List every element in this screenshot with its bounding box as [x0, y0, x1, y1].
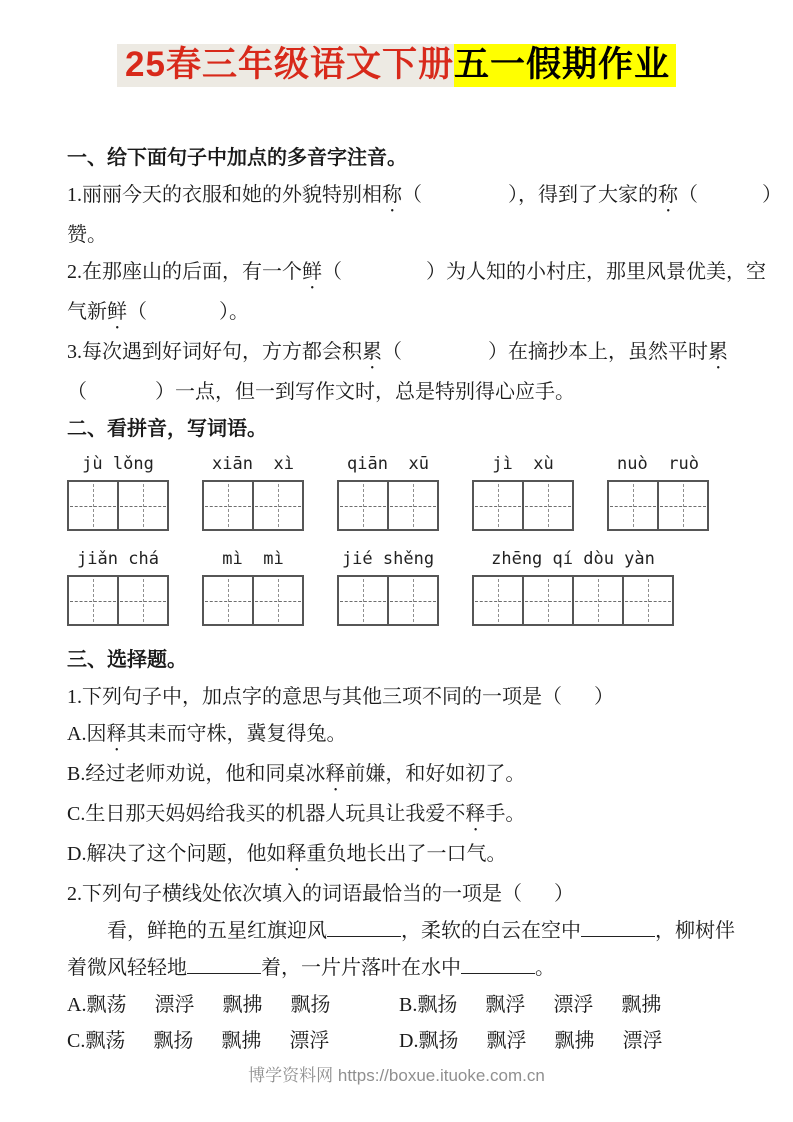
text-run: ）	[554, 883, 574, 905]
emphasized-char: 累	[708, 341, 728, 363]
pinyin-row	[67, 545, 738, 575]
writing-grid	[337, 480, 439, 531]
text-run: （	[402, 184, 422, 206]
emphasized-char: 累	[362, 341, 382, 363]
text-run: 1.下列句子中，加点字的意思与其他三项不同的一项是（	[67, 686, 562, 708]
worksheet-content	[67, 140, 782, 1059]
pinyin-label: qiān xū	[347, 454, 429, 474]
emphasized-char: 鲜	[107, 301, 127, 323]
emphasized-char: 释	[465, 803, 486, 825]
text-run: 看，鲜艳的五星红旗迎风	[67, 920, 327, 942]
text-line	[67, 796, 738, 836]
grid-cell	[474, 577, 522, 624]
option-word: 飘扬	[418, 1030, 459, 1052]
text-run: C.生日那天妈妈给我买的机器人玩具让我爱不	[67, 803, 466, 825]
text-run: ）。	[219, 301, 249, 323]
section2-heading: 二、看拼音，写词语。	[67, 418, 267, 440]
text-run: （	[322, 261, 342, 283]
text-run: 着微风轻轻地	[67, 957, 187, 979]
blank-underline	[187, 957, 261, 974]
text-line	[67, 913, 738, 950]
emphasized-char: 释	[286, 843, 307, 865]
pinyin-label: jiǎn chá	[77, 549, 159, 569]
option-word: 飘浮	[486, 1030, 527, 1052]
option-word: 飘拂	[621, 994, 662, 1016]
pinyin-label: jié shěng	[341, 549, 435, 569]
text-line	[67, 217, 738, 254]
page-title	[0, 0, 793, 88]
grid-cell	[117, 482, 167, 529]
grid-cell	[339, 482, 387, 529]
text-run: D.解决了这个问题，他如	[67, 843, 287, 865]
option-b-label: B.	[399, 994, 418, 1016]
grid-cell	[572, 577, 622, 624]
text-run: ）在摘抄本上，虽然平时	[488, 341, 708, 363]
section3-heading: 三、选择题。	[67, 649, 187, 671]
pinyin-label: xiān xì	[212, 454, 294, 474]
text-line	[67, 679, 738, 716]
text-run: ）	[762, 184, 782, 206]
text-run: 赞。	[67, 224, 107, 246]
q2-option-grid	[67, 987, 738, 1059]
grid-cell	[339, 577, 387, 624]
text-line	[67, 254, 766, 294]
emphasized-char: 称	[658, 184, 678, 206]
section3-q2	[67, 876, 738, 987]
grid-cell	[609, 482, 657, 529]
option-word: 飘扬	[417, 994, 458, 1016]
option-word: 漂浮	[622, 1030, 663, 1052]
text-run: 2.下列句子横线处依次填入的词语最恰当的一项是（	[67, 883, 522, 905]
footer-watermark: 博学资料网 https://boxue.ituoke.com.cn	[248, 1066, 545, 1085]
option-word: 飘扬	[153, 1030, 194, 1052]
text-run: ）为人知的小村庄，那里风景优美，空	[426, 261, 766, 283]
text-run: B.经过老师劝说，他和同桌冰	[67, 763, 326, 785]
option-word: 漂浮	[289, 1030, 330, 1052]
answer-paren-gap	[522, 898, 554, 900]
option-word: 飘扬	[290, 994, 331, 1016]
writing-grid	[607, 480, 709, 531]
text-run: 3.每次遇到好词好句，方方都会积	[67, 341, 362, 363]
option-a	[67, 987, 399, 1023]
text-run: 重负地长出了一口气。	[306, 843, 507, 865]
writing-grid	[67, 480, 169, 531]
option-a-label: A.	[67, 994, 87, 1016]
grid-cell	[69, 577, 117, 624]
answer-paren-gap	[422, 199, 508, 201]
grid-cell	[522, 482, 572, 529]
grid-cell	[117, 577, 167, 624]
grid-cell	[522, 577, 572, 624]
writing-grid-row	[67, 575, 738, 626]
section1-body	[67, 177, 782, 411]
emphasized-char: 称	[382, 184, 402, 206]
writing-grid	[337, 575, 439, 626]
text-run: （	[67, 381, 87, 403]
option-word: 飘浮	[485, 994, 526, 1016]
option-d-label: D.	[399, 1030, 419, 1052]
text-line	[67, 876, 738, 913]
section2-grids	[67, 450, 738, 626]
writing-grid	[202, 575, 304, 626]
pinyin-label: jù lǒng	[82, 454, 154, 474]
text-line	[67, 756, 738, 796]
option-word: 飘拂	[554, 1030, 595, 1052]
grid-cell	[252, 482, 302, 529]
pinyin-label: nuò ruò	[617, 454, 699, 474]
text-run: 前嫌，和好如初了。	[345, 763, 526, 785]
title-highlight: 五一假期作业	[454, 44, 676, 87]
section3-q1	[67, 679, 738, 876]
option-word: 飘荡	[86, 994, 127, 1016]
text-run: ）一点，但一到写作文时，总是特别得心应手。	[155, 381, 575, 403]
blank-underline	[461, 957, 535, 974]
pinyin-label: mì mì	[222, 549, 284, 569]
text-run: ，柔软的白云在空中	[401, 920, 581, 942]
grid-cell	[204, 482, 252, 529]
option-b	[399, 987, 731, 1023]
answer-paren-gap	[342, 276, 426, 278]
text-run: ，柳树伴	[655, 920, 735, 942]
text-run: A.因	[67, 723, 107, 745]
emphasized-char: 鲜	[302, 261, 322, 283]
option-c	[67, 1023, 399, 1059]
option-word: 飘荡	[85, 1030, 126, 1052]
writing-grid	[472, 480, 574, 531]
text-run: 其耒而守株，冀复得兔。	[126, 723, 347, 745]
writing-grid-row	[67, 480, 738, 531]
text-line	[67, 177, 782, 217]
grid-cell	[387, 482, 437, 529]
text-line	[67, 334, 738, 374]
writing-grid	[202, 480, 304, 531]
text-run: （	[678, 184, 698, 206]
option-d	[399, 1023, 731, 1059]
text-run: ），得到了大家的	[508, 184, 658, 206]
blank-underline	[581, 920, 655, 937]
answer-paren-gap	[402, 356, 488, 358]
answer-paren-gap	[562, 701, 594, 703]
answer-paren-gap	[87, 396, 155, 398]
option-word: 飘拂	[221, 1030, 262, 1052]
blank-underline	[327, 920, 401, 937]
writing-grid	[67, 575, 169, 626]
grid-cell	[474, 482, 522, 529]
text-run: 1.丽丽今天的衣服和她的外貌特别相	[67, 184, 382, 206]
option-c-label: C.	[67, 1030, 86, 1052]
option-word: 漂浮	[553, 994, 594, 1016]
emphasized-char: 释	[325, 763, 346, 785]
text-run: （	[127, 301, 147, 323]
text-line	[67, 716, 738, 756]
text-line	[67, 950, 738, 987]
grid-cell	[387, 577, 437, 624]
text-run: ）	[594, 686, 614, 708]
text-run: （	[382, 341, 402, 363]
text-line	[67, 836, 738, 876]
pinyin-row	[67, 450, 738, 480]
text-run: 2.在那座山的后面，有一个	[67, 261, 302, 283]
grid-cell	[69, 482, 117, 529]
option-word: 漂浮	[154, 994, 195, 1016]
text-run: 手。	[485, 803, 526, 825]
option-word: 飘拂	[222, 994, 263, 1016]
answer-paren-gap	[698, 199, 762, 201]
emphasized-char: 释	[106, 723, 127, 745]
text-run: 气新	[67, 301, 107, 323]
grid-cell	[622, 577, 672, 624]
text-run: 。	[535, 957, 555, 979]
text-line	[67, 294, 738, 334]
title-prefix: 25春三年级语文下册	[117, 44, 454, 87]
pinyin-label: zhēng qí dòu yàn	[491, 549, 655, 569]
grid-cell	[204, 577, 252, 624]
text-line	[67, 374, 738, 411]
writing-grid	[472, 575, 674, 626]
answer-paren-gap	[147, 316, 219, 318]
section1-heading: 一、给下面句子中加点的多音字注音。	[67, 147, 407, 169]
pinyin-label: jì xù	[492, 454, 554, 474]
grid-cell	[657, 482, 707, 529]
grid-cell	[252, 577, 302, 624]
text-run: 着，一片片落叶在水中	[261, 957, 461, 979]
